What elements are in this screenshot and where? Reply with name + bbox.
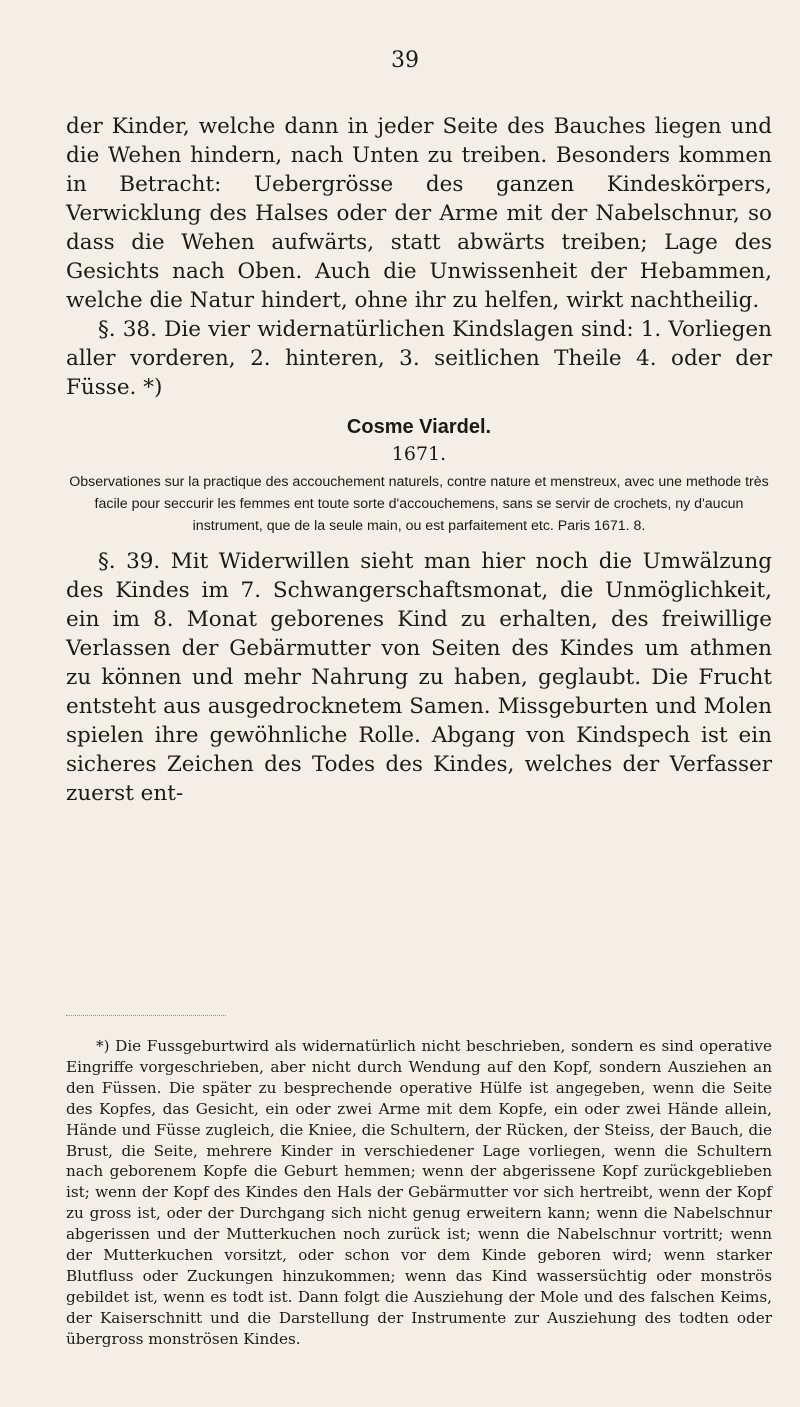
paragraph-continuation: der Kinder, welche dann in jeder Seite des Bauches liegen und die Wehen hindern, nach Unten zu treiben. Besonders kommen in Betracht: Uebergrösse des ganzen Kindeskörpers, Verwicklung des Halses oder der Arme mit der Nabelschnur, so dass die Wehen aufwärts, statt abwärts treiben; Lage des Gesichts nach Oben. Auch die Unwissenheit der Hebammen, welche die Natur hindert, ohne ihr zu helfen, wirkt nachtheilig. (66, 114, 772, 313)
publication-year: 1671. (391, 443, 447, 465)
main-text (66, 112, 772, 808)
section-38-paragraph: §. 38. Die vier widernatürlichen Kindslagen sind: 1. Vorliegen aller vorderen, 2. hinteren, 3. seitlichen Theile 4. oder der Füsse. *) (66, 317, 772, 400)
footnote-divider (66, 1015, 226, 1016)
footnote: *) Die Fussgeburtwird als widernatürlich nicht beschrieben, sondern es sind operative Eingriffe vorgeschrieben, aber nicht durch Wendung auf den Kopf, sondern Ausziehen an den Füssen. Die später zu besprechende operative Hülfe ist angegeben, wenn die Seite des Kopfes, das Gesicht, ein oder zwei Arme mit dem Kopfe, ein oder zwei Hände allein, Hände und Füsse zugleich, die Kniee, die Schultern, der Rücken, der Steiss, der Bauch, die Brust, die Seite, mehrere Kinder in verschiedener Lage vorliegen, wenn die Schultern nach geborenem Kopfe die Geburt hemmen; wenn der abgerissene Kopf zurückgeblieben ist; wenn der Kopf des Kindes den Hals der Gebärmutter vor sich hertreibt, wenn der Kopf zu gross ist, oder der Durchgang sich nicht genug erweitern kann; wenn die Nabelschnur abgerissen und der Mutterkuchen noch zurück ist; wenn die Nabelschnur vortritt; wenn der Mutterkuchen vorsitzt, oder schon vor dem Kinde geboren wird; wenn starker Blutfluss oder Zuckungen hinzukommen; wenn das Kind wassersüchtig oder monströs gebildet ist, wenn es todt ist. Dann folgt die Ausziehung der Mole und des falschen Keims, der Kaiserschnitt und die Darstellung der Instrumente zur Ausziehung des todten oder übergross monströsen Kindes. (66, 1037, 772, 1348)
page-number: 39 (391, 48, 419, 73)
bibliographic-citation: Observationes sur la practique des accouchement naturels, contre nature et menstreux, avec une methode très facile pour seccurir les femmes ent toute sorte d'accouchemens, sans se servir de crochets, ny d'aucun instrument, que de la seule main, ou est parfaitement etc. Paris 1671. 8. (69, 474, 769, 534)
author-name: Cosme Viardel. (346, 416, 492, 438)
section-39-paragraph: §. 39. Mit Widerwillen sieht man hier noch die Umwälzung des Kindes im 7. Schwangerschaftsmonat, die Unmöglichkeit, ein im 8. Monat geborenes Kind zu erhalten, des freiwillige Verlassen der Gebärmutter von Seiten des Kindes um athmen zu können und mehr Nahrung zu haben, geglaubt. Die Frucht entsteht aus ausgedrocknetem Samen. Missgeburten und Molen spielen ihre gewöhnliche Rolle. Abgang von Kindspech ist ein sicheres Zeichen des Todes des Kindes, welches der Verfasser zuerst ent- (66, 549, 772, 806)
author-heading (66, 416, 772, 465)
